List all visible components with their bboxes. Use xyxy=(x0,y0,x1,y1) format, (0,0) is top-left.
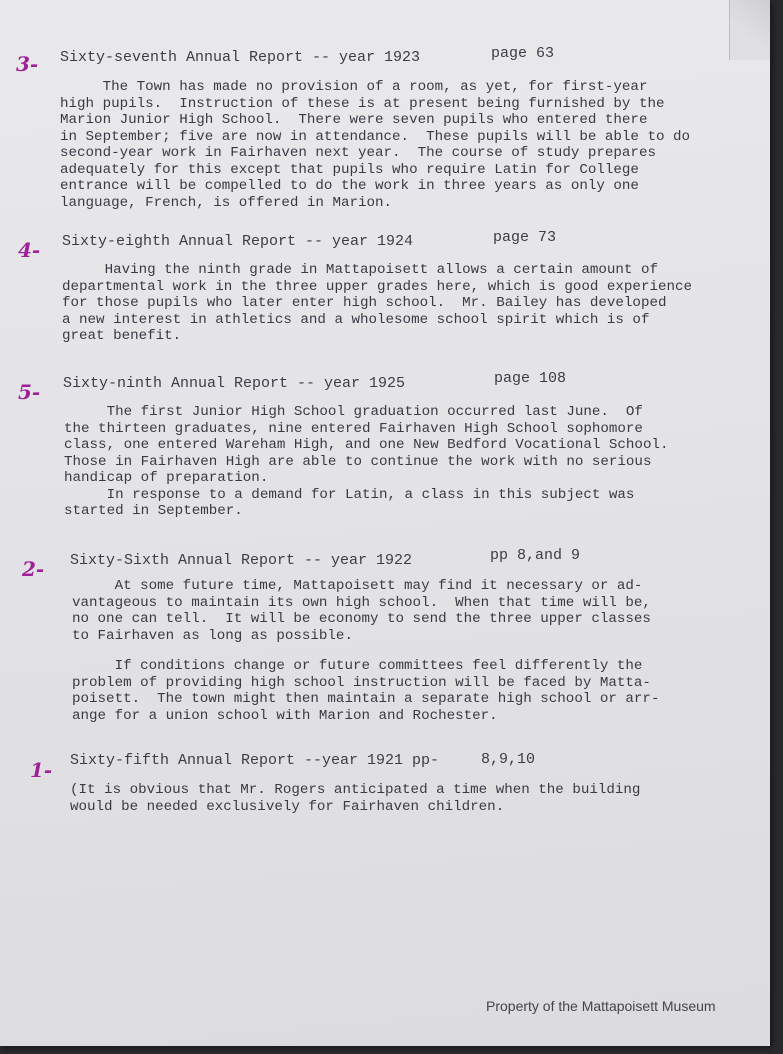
report-paragraph: Having the ninth grade in Mattapoisett allows a certain amount of departmental work in the three upper grades here, which is good experience for those pupils who later enter high school. Mr. Bailey has developed a new interest in athletics and a wholesome school spirit which is of great benefit. xyxy=(62,262,693,344)
page-reference: pp 8,and 9 xyxy=(490,547,581,564)
page-reference: page 73 xyxy=(493,229,557,246)
report-heading: Sixty-eighth Annual Report -- year 1924 xyxy=(62,233,414,250)
report-paragraph: The first Junior High School graduation occurred last June. Of the thirteen graduates, nine entered Fairhaven High School sophomore class, one entered Wareham High, and one New Bedford Vocational School. Those in Fairhaven High are able to continue the work with no serious handicap of preparation. In response to a demand for Latin, a class in this subject was started in September. xyxy=(64,404,669,519)
handwritten-number: 2- xyxy=(22,557,45,581)
page-reference: page 108 xyxy=(494,370,567,387)
report-paragraph: If conditions change or future committees feel differently the problem of providing high school instruction will be faced by Matta- poisett. The town might then maintain a separate high school or arr- ange for a union school with Marion and Rochester. xyxy=(72,658,660,724)
handwritten-number: 4- xyxy=(18,238,41,262)
report-heading: Sixty-ninth Annual Report -- year 1925 xyxy=(63,375,406,392)
page-reference: page 63 xyxy=(491,45,555,62)
report-heading: Sixty-fifth Annual Report --year 1921 pp- xyxy=(70,752,440,769)
report-heading: Sixty-seventh Annual Report -- year 1923 xyxy=(60,49,421,66)
museum-watermark: Property of the Mattapoisett Museum xyxy=(486,998,716,1014)
handwritten-number: 3- xyxy=(16,52,39,76)
folded-corner xyxy=(729,0,770,60)
report-paragraph: The Town has made no provision of a room, as yet, for first-year high pupils. Instruction of these is at present being furnished by the Marion Junior High School. There were seven pupils who entered there in September; five are now in attendance. These pupils will be able to do second-year work in Fairhaven next year. The course of study prepares adequately for this except that pupils who require Latin for College entrance will be compelled to do the work in three years as only one language, French, is offered in Marion. xyxy=(60,79,691,211)
report-paragraph: At some future time, Mattapoisett may find it necessary or ad- vantageous to maintain its own high school. When that time will be, no one can tell. It will be economy to send the three upper classes to Fairhaven as long as possible. xyxy=(72,578,651,644)
report-paragraph: (It is obvious that Mr. Rogers anticipated a time when the building would be needed exclusively for Fairhaven children. xyxy=(70,782,641,815)
page-reference: 8,9,10 xyxy=(481,751,536,768)
report-heading: Sixty-Sixth Annual Report -- year 1922 xyxy=(70,552,413,569)
handwritten-number: 1- xyxy=(30,758,53,782)
handwritten-number: 5- xyxy=(18,380,41,404)
